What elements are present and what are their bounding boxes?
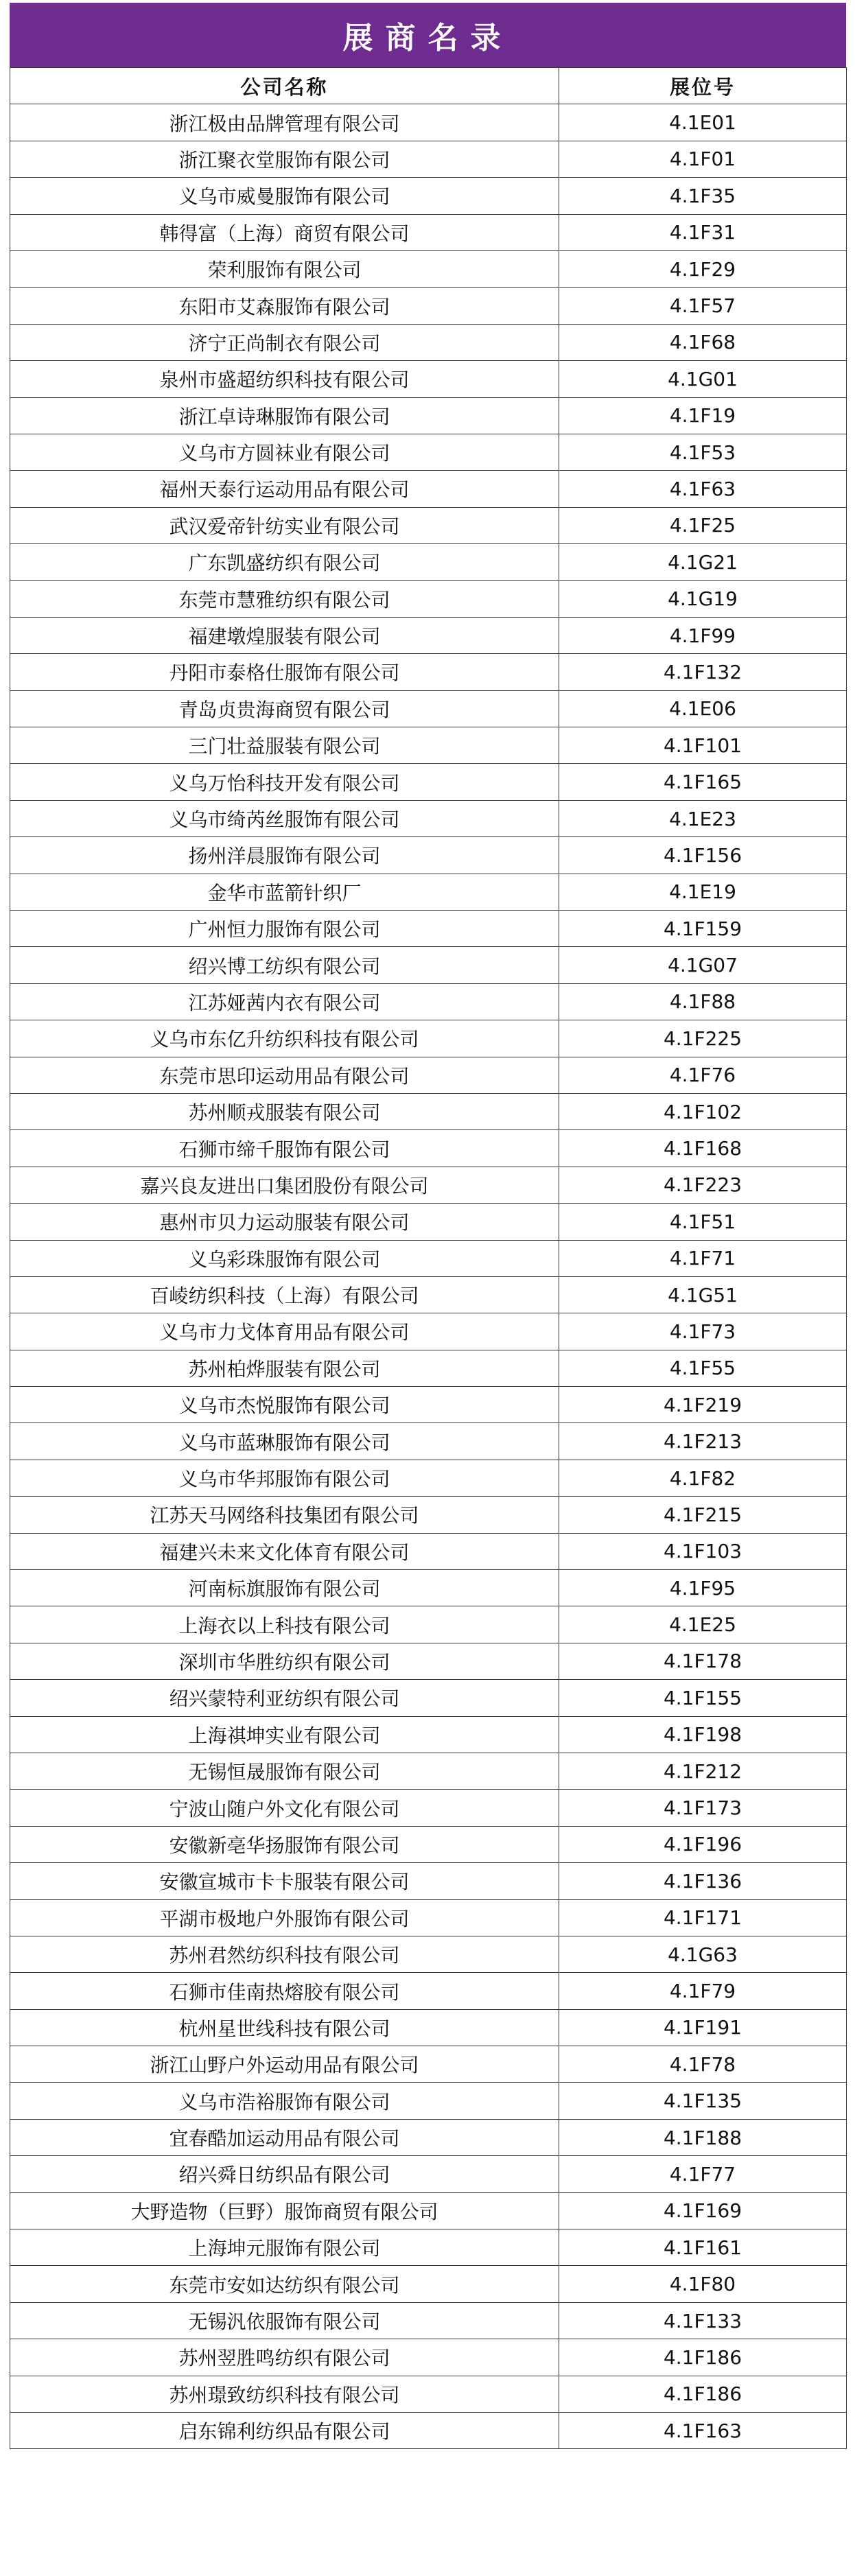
- booth-number-cell: 4.1F29: [559, 250, 847, 287]
- company-name-cell: 义乌市蓝琳服饰有限公司: [10, 1423, 559, 1460]
- booth-number-cell: 4.1F188: [559, 2119, 847, 2155]
- booth-number-cell: 4.1F165: [559, 764, 847, 800]
- table-row: [10, 1350, 847, 1386]
- booth-number-cell: 4.1F132: [559, 654, 847, 690]
- table-row: [10, 250, 847, 287]
- booth-number-cell: 4.1F31: [559, 214, 847, 250]
- company-name-cell: 武汉爱帝针纺实业有限公司: [10, 507, 559, 543]
- company-name-cell: 绍兴舜日纺织品有限公司: [10, 2156, 559, 2192]
- company-name-cell: 平湖市极地户外服饰有限公司: [10, 1899, 559, 1936]
- booth-number-cell: 4.1F99: [559, 617, 847, 653]
- booth-number-cell: 4.1F133: [559, 2302, 847, 2339]
- booth-number-cell: 4.1F35: [559, 178, 847, 214]
- booth-number-cell: 4.1F169: [559, 2192, 847, 2229]
- table-row: [10, 1460, 847, 1496]
- company-name-cell: 深圳市华胜纺织有限公司: [10, 1643, 559, 1679]
- company-name-cell: 苏州君然纺织科技有限公司: [10, 1936, 559, 1972]
- company-name-cell: 义乌市杰悦服饰有限公司: [10, 1387, 559, 1423]
- booth-number-cell: 4.1F196: [559, 1826, 847, 1862]
- company-name-cell: 苏州璟致纺织科技有限公司: [10, 2376, 559, 2412]
- table-row: [10, 1497, 847, 1533]
- booth-number-cell: 4.1F78: [559, 2046, 847, 2083]
- booth-number-cell: 4.1G63: [559, 1936, 847, 1972]
- company-name-cell: 浙江山野户外运动用品有限公司: [10, 2046, 559, 2083]
- table-row: [10, 1863, 847, 1899]
- booth-number-cell: 4.1F01: [559, 141, 847, 177]
- booth-number-cell: 4.1F77: [559, 2156, 847, 2192]
- company-name-cell: 义乌市东亿升纺织科技有限公司: [10, 1020, 559, 1057]
- company-name-cell: 丹阳市泰格仕服饰有限公司: [10, 654, 559, 690]
- company-name-cell: 东莞市安如达纺织有限公司: [10, 2266, 559, 2302]
- table-row: [10, 2229, 847, 2266]
- table-row: [10, 617, 847, 653]
- booth-number-cell: 4.1E25: [559, 1606, 847, 1643]
- table-row: [10, 2083, 847, 2119]
- booth-number-cell: 4.1F212: [559, 1753, 847, 1789]
- booth-number-cell: 4.1F171: [559, 1899, 847, 1936]
- table-row: [10, 2376, 847, 2412]
- booth-number-cell: 4.1G07: [559, 947, 847, 983]
- booth-number-cell: 4.1F55: [559, 1350, 847, 1386]
- company-name-cell: 上海祺坤实业有限公司: [10, 1716, 559, 1753]
- company-name-cell: 义乌市威曼服饰有限公司: [10, 178, 559, 214]
- table-row: [10, 1716, 847, 1753]
- booth-number-cell: 4.1F51: [559, 1204, 847, 1240]
- company-name-cell: 宁波山随户外文化有限公司: [10, 1790, 559, 1826]
- booth-number-cell: 4.1F102: [559, 1093, 847, 1129]
- table-row: [10, 1643, 847, 1679]
- booth-number-cell: 4.1F79: [559, 1973, 847, 2009]
- table-row: [10, 2009, 847, 2046]
- company-name-cell: 江苏娅茜内衣有限公司: [10, 983, 559, 1020]
- booth-number-cell: 4.1G21: [559, 544, 847, 581]
- column-header-booth: 展位号: [559, 68, 847, 104]
- company-name-cell: 石狮市佳南热熔胶有限公司: [10, 1973, 559, 2009]
- table-row: [10, 1533, 847, 1569]
- booth-number-cell: 4.1G19: [559, 581, 847, 617]
- table-row: [10, 1093, 847, 1129]
- booth-number-cell: 4.1F135: [559, 2083, 847, 2119]
- company-name-cell: 义乌市浩裕服饰有限公司: [10, 2083, 559, 2119]
- company-name-cell: 绍兴博工纺织有限公司: [10, 947, 559, 983]
- table-row: [10, 2046, 847, 2083]
- table-row: [10, 1899, 847, 1936]
- booth-number-cell: 4.1F73: [559, 1313, 847, 1350]
- booth-number-cell: 4.1F215: [559, 1497, 847, 1533]
- booth-number-cell: 4.1F103: [559, 1533, 847, 1569]
- table-row: [10, 800, 847, 836]
- table-row: [10, 1753, 847, 1789]
- booth-number-cell: 4.1E23: [559, 800, 847, 836]
- company-name-cell: 上海坤元服饰有限公司: [10, 2229, 559, 2266]
- table-row: [10, 288, 847, 324]
- booth-number-cell: 4.1F53: [559, 434, 847, 470]
- table-row: [10, 178, 847, 214]
- booth-number-cell: 4.1F168: [559, 1130, 847, 1167]
- table-row: [10, 544, 847, 581]
- booth-number-cell: 4.1F223: [559, 1167, 847, 1203]
- company-name-cell: 三门壮益服装有限公司: [10, 727, 559, 764]
- table-row: [10, 1020, 847, 1057]
- table-row: [10, 2339, 847, 2376]
- company-name-cell: 无锡恒晟服饰有限公司: [10, 1753, 559, 1789]
- company-name-cell: 嘉兴良友进出口集团股份有限公司: [10, 1167, 559, 1203]
- company-name-cell: 扬州洋晨服饰有限公司: [10, 837, 559, 874]
- company-name-cell: 无锡汎依服饰有限公司: [10, 2302, 559, 2339]
- booth-number-cell: 4.1F161: [559, 2229, 847, 2266]
- booth-number-cell: 4.1G01: [559, 361, 847, 397]
- booth-number-cell: 4.1F88: [559, 983, 847, 1020]
- company-name-cell: 安徽新亳华扬服饰有限公司: [10, 1826, 559, 1862]
- table-row: [10, 1240, 847, 1276]
- table-row: [10, 947, 847, 983]
- company-name-cell: 泉州市盛超纺织科技有限公司: [10, 361, 559, 397]
- booth-number-cell: 4.1F82: [559, 1460, 847, 1496]
- booth-number-cell: 4.1F213: [559, 1423, 847, 1460]
- company-name-cell: 广东凯盛纺织有限公司: [10, 544, 559, 581]
- company-name-cell: 青岛贞贵海商贸有限公司: [10, 690, 559, 727]
- company-name-cell: 江苏天马网络科技集团有限公司: [10, 1497, 559, 1533]
- booth-number-cell: 4.1F159: [559, 910, 847, 946]
- booth-number-cell: 4.1F186: [559, 2376, 847, 2412]
- company-name-cell: 惠州市贝力运动服装有限公司: [10, 1204, 559, 1240]
- table-row: [10, 361, 847, 397]
- company-name-cell: 苏州翌胜鸣纺织有限公司: [10, 2339, 559, 2376]
- table-row: [10, 1130, 847, 1167]
- table-row: [10, 2192, 847, 2229]
- table-row: [10, 2156, 847, 2192]
- table-row: [10, 654, 847, 690]
- company-name-cell: 百崚纺织科技（上海）有限公司: [10, 1276, 559, 1313]
- company-name-cell: 东阳市艾森服饰有限公司: [10, 288, 559, 324]
- booth-number-cell: 4.1G51: [559, 1276, 847, 1313]
- table-body: [10, 104, 847, 2449]
- booth-number-cell: 4.1F95: [559, 1570, 847, 1606]
- company-name-cell: 宜春酷加运动用品有限公司: [10, 2119, 559, 2155]
- booth-number-cell: 4.1F68: [559, 324, 847, 360]
- table-row: [10, 1936, 847, 1972]
- company-name-cell: 杭州星世线科技有限公司: [10, 2009, 559, 2046]
- table-row: [10, 1387, 847, 1423]
- company-name-cell: 东莞市慧雅纺织有限公司: [10, 581, 559, 617]
- booth-number-cell: 4.1F101: [559, 727, 847, 764]
- booth-number-cell: 4.1F155: [559, 1680, 847, 1716]
- company-name-cell: 苏州柏烨服装有限公司: [10, 1350, 559, 1386]
- booth-number-cell: 4.1F19: [559, 397, 847, 434]
- company-name-cell: 石狮市缔千服饰有限公司: [10, 1130, 559, 1167]
- booth-number-cell: 4.1F25: [559, 507, 847, 543]
- company-name-cell: 济宁正尚制衣有限公司: [10, 324, 559, 360]
- table-row: [10, 910, 847, 946]
- company-name-cell: 浙江聚衣堂服饰有限公司: [10, 141, 559, 177]
- company-name-cell: 广州恒力服饰有限公司: [10, 910, 559, 946]
- booth-number-cell: 4.1F63: [559, 471, 847, 507]
- company-name-cell: 苏州顺戎服装有限公司: [10, 1093, 559, 1129]
- table-row: [10, 1606, 847, 1643]
- table-row: [10, 1423, 847, 1460]
- table-row: [10, 104, 847, 141]
- booth-number-cell: 4.1F163: [559, 2413, 847, 2449]
- booth-number-cell: 4.1F76: [559, 1057, 847, 1093]
- table-row: [10, 1826, 847, 1862]
- booth-number-cell: 4.1F225: [559, 1020, 847, 1057]
- company-name-cell: 义乌万怡科技开发有限公司: [10, 764, 559, 800]
- company-name-cell: 韩得富（上海）商贸有限公司: [10, 214, 559, 250]
- booth-number-cell: 4.1F219: [559, 1387, 847, 1423]
- table-row: [10, 983, 847, 1020]
- booth-number-cell: 4.1E19: [559, 874, 847, 910]
- company-name-cell: 河南标旗服饰有限公司: [10, 1570, 559, 1606]
- company-name-cell: 福建墩煌服装有限公司: [10, 617, 559, 653]
- company-name-cell: 大野造物（巨野）服饰商贸有限公司: [10, 2192, 559, 2229]
- company-name-cell: 浙江极由品牌管理有限公司: [10, 104, 559, 141]
- company-name-cell: 义乌市绮芮丝服饰有限公司: [10, 800, 559, 836]
- company-name-cell: 义乌彩珠服饰有限公司: [10, 1240, 559, 1276]
- table-row: [10, 2266, 847, 2302]
- table-row: [10, 1680, 847, 1716]
- company-name-cell: 启东锦利纺织品有限公司: [10, 2413, 559, 2449]
- page-title: 展商名录: [10, 3, 846, 67]
- table-row: [10, 1313, 847, 1350]
- table-row: [10, 581, 847, 617]
- company-name-cell: 金华市蓝箭针织厂: [10, 874, 559, 910]
- table-row: [10, 2302, 847, 2339]
- table-row: [10, 2119, 847, 2155]
- company-name-cell: 安徽宣城市卡卡服装有限公司: [10, 1863, 559, 1899]
- company-name-cell: 福州天泰行运动用品有限公司: [10, 471, 559, 507]
- company-name-cell: 荣利服饰有限公司: [10, 250, 559, 287]
- table-row: [10, 471, 847, 507]
- booth-number-cell: 4.1F136: [559, 1863, 847, 1899]
- company-name-cell: 义乌市华邦服饰有限公司: [10, 1460, 559, 1496]
- table-row: [10, 1057, 847, 1093]
- table-row: [10, 2413, 847, 2449]
- exhibitor-table: [10, 67, 847, 2449]
- table-row: [10, 324, 847, 360]
- company-name-cell: 绍兴蒙特利亚纺织有限公司: [10, 1680, 559, 1716]
- table-row: [10, 1167, 847, 1203]
- table-row: [10, 690, 847, 727]
- booth-number-cell: 4.1E01: [559, 104, 847, 141]
- company-name-cell: 义乌市方圆袜业有限公司: [10, 434, 559, 470]
- company-name-cell: 义乌市力戈体育用品有限公司: [10, 1313, 559, 1350]
- table-header-row: [10, 68, 847, 104]
- table-row: [10, 1570, 847, 1606]
- company-name-cell: 浙江卓诗琳服饰有限公司: [10, 397, 559, 434]
- booth-number-cell: 4.1F156: [559, 837, 847, 874]
- table-row: [10, 214, 847, 250]
- column-header-company: 公司名称: [10, 68, 559, 104]
- table-row: [10, 727, 847, 764]
- table-row: [10, 507, 847, 543]
- table-row: [10, 1204, 847, 1240]
- booth-number-cell: 4.1F173: [559, 1790, 847, 1826]
- booth-number-cell: 4.1E06: [559, 690, 847, 727]
- company-name-cell: 东莞市思印运动用品有限公司: [10, 1057, 559, 1093]
- table-row: [10, 874, 847, 910]
- table-row: [10, 764, 847, 800]
- table-row: [10, 1973, 847, 2009]
- booth-number-cell: 4.1F178: [559, 1643, 847, 1679]
- booth-number-cell: 4.1F57: [559, 288, 847, 324]
- booth-number-cell: 4.1F186: [559, 2339, 847, 2376]
- table-row: [10, 397, 847, 434]
- table-row: [10, 434, 847, 470]
- booth-number-cell: 4.1F80: [559, 2266, 847, 2302]
- table-row: [10, 1276, 847, 1313]
- booth-number-cell: 4.1F191: [559, 2009, 847, 2046]
- table-row: [10, 837, 847, 874]
- company-name-cell: 上海衣以上科技有限公司: [10, 1606, 559, 1643]
- company-name-cell: 福建兴未来文化体育有限公司: [10, 1533, 559, 1569]
- booth-number-cell: 4.1F71: [559, 1240, 847, 1276]
- table-row: [10, 141, 847, 177]
- booth-number-cell: 4.1F198: [559, 1716, 847, 1753]
- table-row: [10, 1790, 847, 1826]
